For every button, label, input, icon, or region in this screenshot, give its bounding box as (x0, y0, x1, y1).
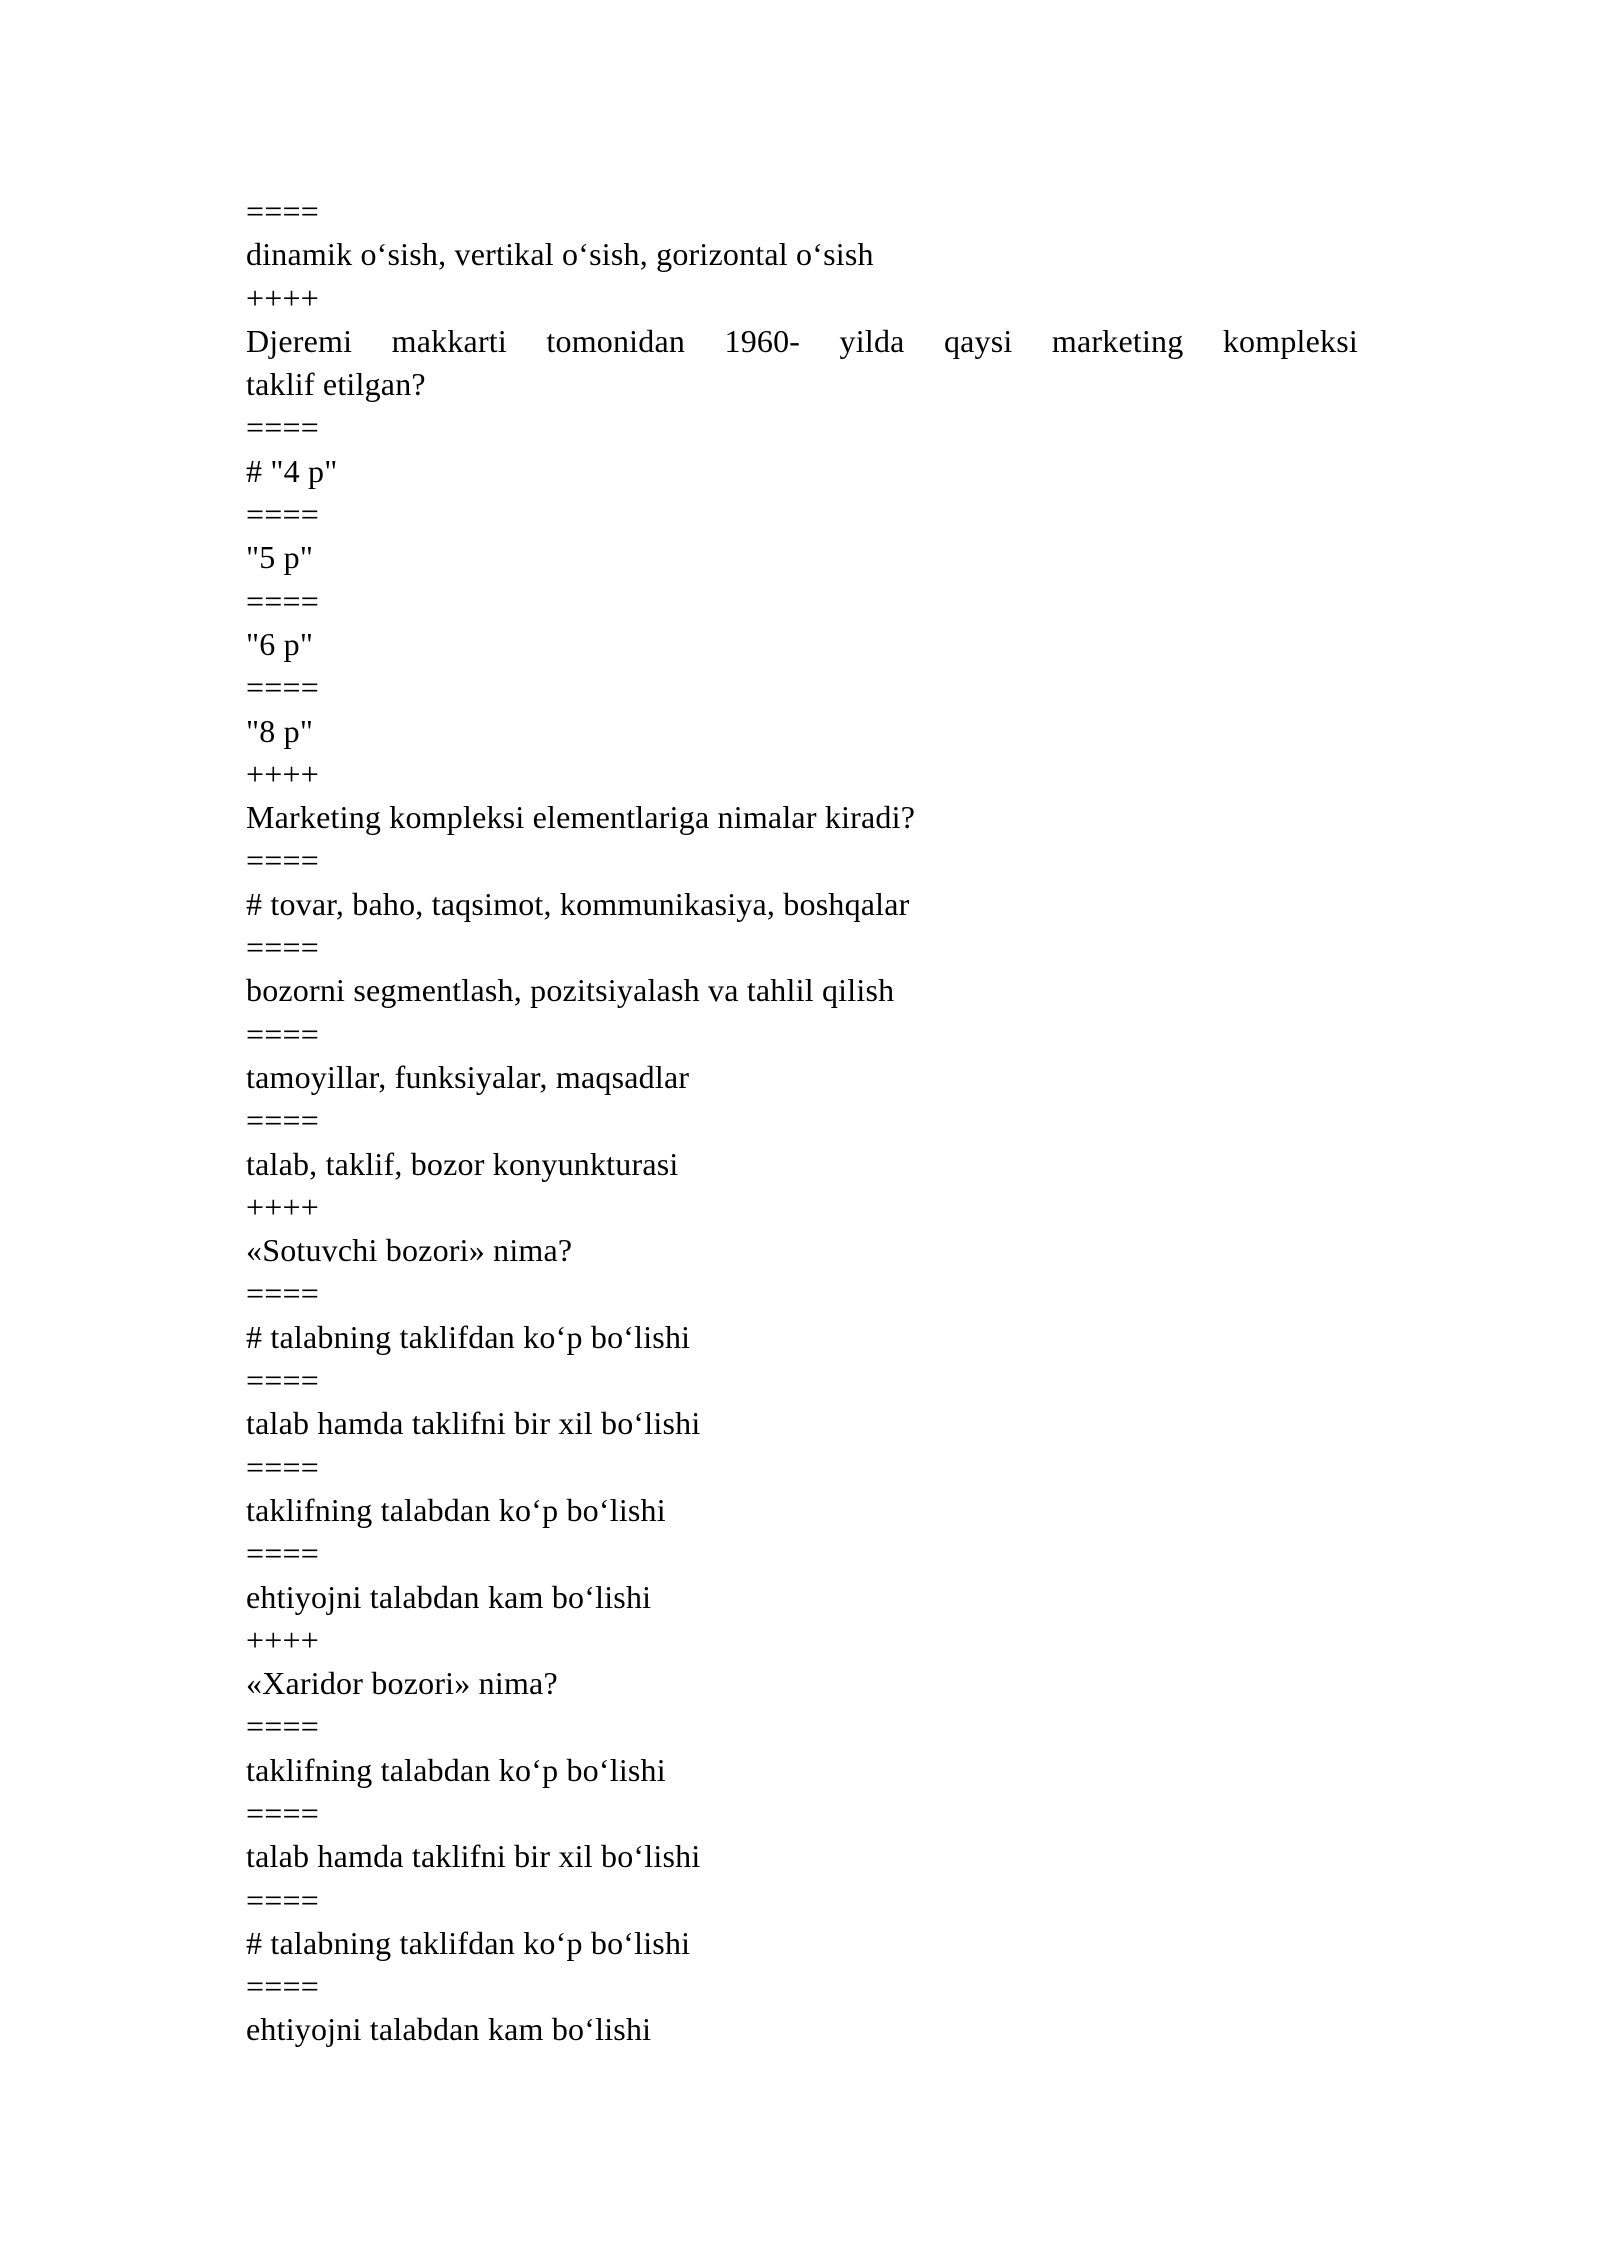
correct-answer-option: # talabning taklifdan ko‘p bo‘lishi (246, 1924, 691, 1961)
answer-option: "6 p" (246, 625, 314, 662)
question-text: Djeremi makkarti tomonidan 1960- yilda qaysi marketing kompleksi (246, 322, 1358, 359)
separator-line: ==== (246, 193, 319, 229)
answer-option: "5 p" (246, 539, 314, 576)
answer-option: tamoyillar, funksiyalar, maqsadlar (246, 1058, 690, 1095)
question-text: taklif etilgan? (246, 366, 426, 403)
question-delimiter: ++++ (246, 279, 319, 316)
separator-line: ==== (246, 409, 319, 446)
answer-option: ehtiyojni talabdan kam bo‘lishi (246, 2011, 652, 2048)
separator-line: ==== (246, 1275, 319, 1312)
answer-option: talab hamda taklifni bir xil bo‘lishi (246, 1838, 701, 1875)
separator-line: ==== (246, 496, 319, 533)
separator-line: ==== (246, 842, 319, 879)
correct-answer-option: # "4 p" (246, 452, 338, 489)
answer-option: taklifning talabdan ko‘p bo‘lishi (246, 1491, 666, 1528)
answer-option: taklifning talabdan ko‘p bo‘lishi (246, 1751, 666, 1788)
separator-line: ==== (246, 1881, 319, 1918)
separator-line: ==== (246, 1015, 319, 1052)
separator-line: ==== (246, 1362, 319, 1399)
separator-line: ==== (246, 929, 319, 966)
separator-line: ==== (246, 1968, 319, 2005)
separator-line: ==== (246, 1794, 319, 1831)
answer-option: dinamik o‘sish, vertikal o‘sish, gorizontal o‘sish (246, 236, 874, 273)
correct-answer-option: # talabning taklifdan ko‘p bo‘lishi (246, 1318, 691, 1355)
question-delimiter: ++++ (246, 1188, 319, 1225)
question-text: Marketing kompleksi elementlariga nimalar kiradi? (246, 799, 916, 836)
question-delimiter: ++++ (246, 755, 319, 792)
answer-option: talab hamda taklifni bir xil bo‘lishi (246, 1405, 701, 1442)
separator-line: ==== (246, 1708, 319, 1745)
answer-option: bozorni segmentlash, pozitsiyalash va tahlil qilish (246, 972, 895, 1009)
document-text-block (246, 190, 1358, 2052)
separator-line: ==== (246, 1535, 319, 1572)
separator-line: ==== (246, 1448, 319, 1485)
separator-line: ==== (246, 1102, 319, 1139)
answer-option: talab, taklif, bozor konyunkturasi (246, 1145, 679, 1182)
question-text: «Sotuvchi bozori» nima? (246, 1232, 573, 1269)
answer-option: "8 p" (246, 712, 314, 749)
correct-answer-option: # tovar, baho, taqsimot, kommunikasiya, boshqalar (246, 885, 910, 922)
separator-line: ==== (246, 582, 319, 619)
answer-option: ehtiyojni talabdan kam bo‘lishi (246, 1578, 652, 1615)
question-delimiter: ++++ (246, 1621, 319, 1658)
separator-line: ==== (246, 669, 319, 706)
question-text: «Xaridor bozori» nima? (246, 1665, 558, 1702)
